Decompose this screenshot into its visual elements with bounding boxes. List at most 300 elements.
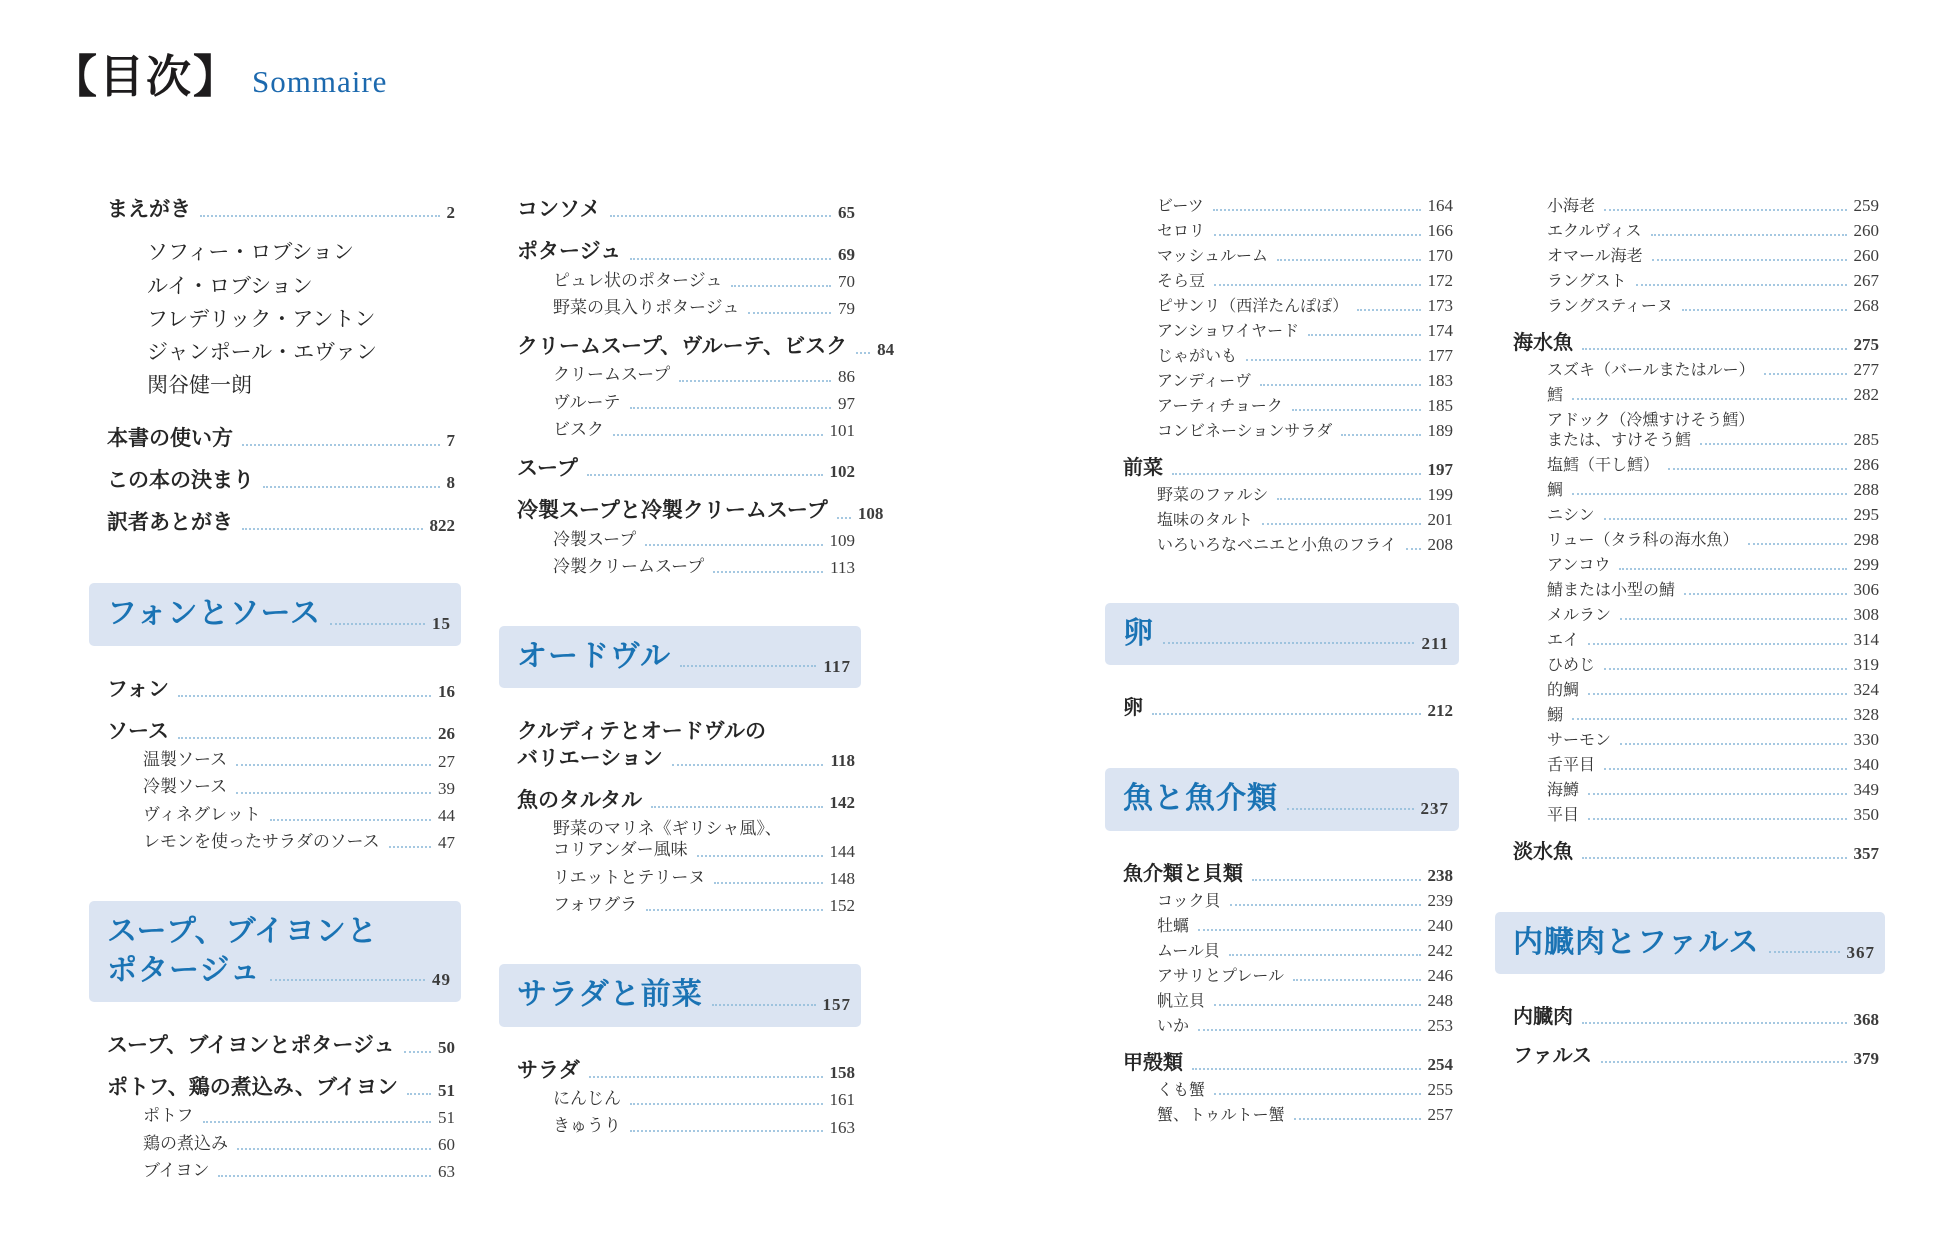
toc-subentry: [517, 895, 855, 916]
entry-label: サラダ: [517, 1057, 580, 1082]
toc-row-line: [1547, 480, 1879, 500]
dotted-leader: [1277, 498, 1420, 500]
toc-row-line: [143, 805, 455, 826]
toc-row-line: [1157, 296, 1453, 316]
page-number: 328: [1853, 705, 1879, 725]
toc-row-line: [1513, 330, 1879, 355]
page-number: 157: [822, 994, 851, 1014]
entry-label: 海水魚: [1513, 330, 1573, 354]
page-number: 211: [1421, 633, 1449, 653]
entry-label: ポトフ: [143, 1106, 194, 1127]
dotted-leader: [630, 258, 831, 260]
dotted-leader: [651, 806, 822, 808]
entry-label: ソース: [107, 718, 169, 743]
entry-label: サラダと前菜: [517, 977, 703, 1013]
dotted-leader: [407, 1093, 431, 1095]
toc-subentry: [1123, 941, 1453, 961]
dotted-leader: [1604, 768, 1846, 770]
dotted-leader: [1229, 954, 1421, 956]
entry-label: 鱈: [1547, 385, 1564, 404]
entry-label: メルラン: [1547, 605, 1612, 624]
entry-label: 野菜のファルシ: [1157, 485, 1269, 504]
toc-row-line: [147, 239, 455, 265]
dotted-leader: [218, 1175, 431, 1177]
toc-entry: [107, 1074, 455, 1100]
toc-row-line: [1157, 271, 1453, 291]
page-number: 350: [1853, 805, 1879, 825]
dotted-leader: [1213, 209, 1421, 211]
page-number: 277: [1853, 360, 1879, 380]
page-number: 319: [1853, 655, 1879, 675]
dotted-leader: [1604, 209, 1846, 211]
toc-row-line: [107, 595, 451, 633]
toc-row-line: [517, 238, 855, 264]
toc-subentry: [1123, 485, 1453, 505]
toc-row-line: [517, 333, 895, 359]
dotted-leader: [1700, 443, 1846, 445]
toc-subentry: [1123, 421, 1453, 441]
toc-row-line: [1123, 455, 1453, 480]
entry-label: まえがき: [107, 197, 191, 221]
dotted-leader: [856, 352, 870, 354]
page-number: 177: [1427, 346, 1453, 366]
dotted-leader: [1152, 713, 1421, 715]
toc-subentry: [1123, 196, 1453, 216]
entry-label: ピサンリ（西洋たんぽぽ）: [1157, 296, 1349, 315]
toc-subentry: [1123, 396, 1453, 416]
entry-label: 内臓肉とファルス: [1513, 925, 1760, 960]
page-number: 367: [1846, 942, 1875, 962]
entry-label: レモンを使ったサラダのソース: [143, 831, 380, 852]
toc-row-line: [1157, 991, 1453, 1011]
dotted-leader: [645, 544, 822, 546]
entry-label: アーティチョーク: [1157, 396, 1283, 415]
entry-label: スープ、ブイヨンとポタージュ: [107, 1032, 395, 1057]
entry-label: アサリとプレール: [1157, 965, 1285, 985]
page-number: 8: [446, 473, 455, 493]
page-number: 368: [1853, 1009, 1879, 1029]
dotted-leader: [1682, 309, 1847, 311]
toc-row-line: [1157, 1105, 1453, 1125]
toc-row-line: [553, 868, 855, 889]
toc-row-line: [553, 298, 855, 319]
toc-subentry: [517, 530, 855, 551]
entry-label: 冷製スープと冷製クリームスープ: [517, 498, 828, 523]
dotted-leader: [1588, 793, 1846, 795]
dotted-leader: [1214, 1004, 1420, 1006]
toc-row-line: [1547, 430, 1879, 450]
toc-row-line: [1513, 839, 1879, 864]
page-number: 16: [438, 682, 455, 702]
page-number: 208: [1427, 535, 1453, 555]
page-number: 174: [1427, 321, 1453, 341]
page-number: 288: [1853, 480, 1879, 500]
toc-row-line: [147, 306, 455, 332]
toc-entry: [107, 1032, 455, 1058]
toc-row-line: [517, 718, 855, 744]
toc-subentry: [1513, 246, 1879, 266]
page-number: 109: [829, 531, 855, 551]
toc-row-line: [553, 530, 855, 551]
toc-subentry: [1123, 246, 1453, 266]
entry-label: ビスク: [553, 419, 604, 440]
toc-row-line: [553, 1116, 855, 1137]
toc-row-line: [1547, 780, 1879, 800]
dotted-leader: [236, 764, 431, 766]
page-number: 102: [829, 461, 855, 481]
toc-row-line: [517, 1057, 855, 1083]
entry-label: 鯖または小型の鯖: [1547, 580, 1676, 599]
contributor-name: [107, 306, 455, 332]
dotted-leader: [1652, 259, 1847, 261]
entry-label: マッシュルーム: [1157, 246, 1269, 265]
contributor-name: [107, 273, 455, 299]
entry-label: 魚と魚介類: [1123, 781, 1278, 817]
dotted-leader: [270, 979, 425, 981]
toc-row-line: [143, 777, 455, 798]
toc-row-line: [1547, 730, 1879, 750]
entry-label: 帆立貝: [1157, 990, 1206, 1010]
toc-row-line: [1513, 1004, 1879, 1029]
dotted-leader: [178, 695, 431, 697]
toc-entry: [107, 718, 455, 744]
toc-section-header: [499, 964, 861, 1026]
entry-label: 冷製スープ: [553, 529, 637, 550]
page-number: 117: [823, 656, 851, 676]
toc-section-header: [499, 626, 861, 688]
toc-row-line: [517, 638, 851, 676]
toc-row-line: [1547, 805, 1879, 825]
entry-label: ヴルーテ: [553, 392, 621, 413]
page-number: 254: [1427, 1055, 1453, 1075]
dotted-leader: [1308, 334, 1420, 336]
entry-label: ニシン: [1547, 505, 1595, 524]
page-number: 275: [1853, 335, 1879, 355]
dotted-leader: [200, 215, 440, 217]
toc-row-line: [1157, 196, 1453, 216]
toc-subentry: [1513, 630, 1879, 650]
entry-label: 鰯: [1547, 705, 1564, 724]
toc-row-line: [553, 819, 855, 840]
page-number: 257: [1427, 1105, 1453, 1125]
toc-subentry: [517, 298, 855, 319]
page-number: 166: [1427, 221, 1453, 241]
page-number: 15: [432, 613, 451, 633]
dotted-leader: [714, 882, 822, 884]
toc-row-line: [107, 509, 455, 535]
toc-subentry: [1513, 730, 1879, 750]
toc-subentry: [1123, 296, 1453, 316]
dotted-leader: [630, 1103, 823, 1105]
entry-label: いか: [1157, 1015, 1190, 1035]
page-number: 161: [829, 1090, 855, 1110]
toc-row-line: [1547, 505, 1879, 525]
toc-subentry: [1123, 1105, 1453, 1125]
dotted-leader: [1601, 1061, 1847, 1063]
dotted-leader: [697, 855, 823, 857]
toc-subentry: [107, 777, 455, 798]
entry-label: バリエーション: [517, 745, 663, 770]
page-number: 239: [1427, 891, 1453, 911]
toc-row-line: [1157, 510, 1453, 530]
dotted-leader: [1572, 493, 1846, 495]
page-title: [52, 40, 387, 105]
toc-section-header: [1495, 912, 1885, 974]
page-number: 238: [1427, 866, 1453, 886]
toc-entry: [517, 238, 855, 264]
dotted-leader: [589, 1076, 823, 1078]
entry-label: 塩鱈（干し鱈）: [1547, 455, 1660, 474]
toc-subentry: [517, 868, 855, 889]
page-number: 246: [1427, 966, 1453, 986]
page-number: 97: [838, 394, 855, 414]
page-number: 242: [1427, 941, 1453, 961]
toc-subentry: [517, 271, 855, 292]
toc-row-line: [1547, 580, 1879, 600]
dotted-leader: [1620, 743, 1846, 745]
toc-subentry: [1513, 296, 1879, 316]
dotted-leader: [1192, 1068, 1421, 1070]
toc-subentry: [1513, 221, 1879, 241]
toc-subentry: [1123, 371, 1453, 391]
page-title-french: Sommaire: [252, 64, 388, 99]
page-number: 44: [438, 806, 455, 826]
dotted-leader: [242, 444, 440, 446]
dotted-leader: [712, 1004, 816, 1006]
toc-row-line: [517, 787, 855, 813]
entry-label: 訳者あとがき: [107, 510, 233, 534]
toc-row-line: [517, 976, 851, 1014]
toc-row-line: [143, 1161, 455, 1182]
toc-subentry: [1123, 510, 1453, 530]
toc-row-line: [1547, 221, 1879, 241]
dotted-leader: [1588, 818, 1846, 820]
toc-column-2: [517, 196, 895, 1137]
toc-subentry: [1513, 655, 1879, 675]
toc-subentry: [1513, 455, 1879, 475]
page-number: 299: [1853, 555, 1879, 575]
toc-subentry: [1123, 535, 1453, 555]
page-number: 148: [829, 869, 855, 889]
dotted-leader: [1636, 284, 1847, 286]
toc-entry: [1123, 695, 1453, 720]
toc-subentry: [517, 1089, 855, 1110]
dotted-leader: [1214, 284, 1420, 286]
entry-label: 甲殻類: [1123, 1049, 1183, 1074]
dotted-leader: [1357, 309, 1420, 311]
toc-row-line: [107, 913, 451, 951]
toc-entry: [1123, 1050, 1453, 1075]
entry-label: 蟹、トゥルトー蟹: [1157, 1104, 1285, 1124]
entry-label: エクルヴィス: [1547, 221, 1642, 240]
dotted-leader: [1769, 951, 1840, 953]
toc-row-line: [107, 1074, 455, 1100]
toc-row-line: [1547, 705, 1879, 725]
page-number: 267: [1853, 271, 1879, 291]
toc-row-line: [147, 339, 455, 365]
toc-row-line: [147, 273, 455, 299]
entry-label: リュー（タラ科の海水魚）: [1547, 530, 1739, 549]
toc-row-line: [1547, 455, 1879, 475]
dotted-leader: [330, 623, 425, 625]
page-number: 379: [1853, 1048, 1879, 1068]
toc-row-line: [1157, 966, 1453, 986]
toc-subentry: [107, 750, 455, 771]
entry-label: セロリ: [1157, 221, 1206, 240]
toc-row-line: [107, 676, 455, 702]
toc-row-line: [1547, 630, 1879, 650]
page-number: 282: [1853, 385, 1879, 405]
page-title-japanese: 【目次】: [52, 50, 241, 103]
page-number: 79: [838, 299, 855, 319]
toc-subentry: [517, 393, 855, 414]
page-number: 324: [1853, 680, 1879, 700]
toc-subentry: [1513, 505, 1879, 525]
toc-row-line: [553, 840, 855, 861]
toc-row-line: [1547, 196, 1879, 216]
entry-label: ラングスティーヌ: [1547, 296, 1673, 315]
page-number: 212: [1427, 700, 1453, 720]
entry-label: 卵: [1123, 616, 1154, 651]
toc-entry: [1513, 839, 1879, 864]
page-number: 51: [438, 1107, 455, 1127]
toc-row-line: [553, 365, 855, 386]
toc-row-line: [1157, 1080, 1453, 1100]
toc-subentry: [1513, 755, 1879, 775]
toc-subentry: [1123, 966, 1453, 986]
toc-subentry: [517, 819, 855, 862]
dotted-leader: [1604, 668, 1846, 670]
page-number: 357: [1853, 844, 1879, 864]
entry-label: 鯛: [1547, 480, 1564, 499]
toc-row-line: [553, 895, 855, 916]
toc-entry: [517, 455, 855, 481]
dotted-leader: [731, 285, 831, 287]
page-number: 51: [438, 1080, 455, 1100]
page-number: 340: [1853, 755, 1879, 775]
page-number: 201: [1427, 510, 1453, 530]
entry-label: または、すけそう鱈: [1547, 430, 1692, 449]
entry-label: コンビネーションサラダ: [1157, 421, 1333, 440]
toc-row-line: [553, 1089, 855, 1110]
entry-label: ポトフ、鶏の煮込み、ブイヨン: [107, 1075, 399, 1100]
entry-label: 魚のタルタル: [517, 787, 643, 812]
entry-label: 海鱒: [1547, 780, 1580, 799]
toc-subentry: [1123, 271, 1453, 291]
page-number: 260: [1853, 221, 1879, 241]
entry-label: クリームスープ: [553, 365, 671, 386]
toc-subentry: [1513, 271, 1879, 291]
toc-subentry: [1513, 780, 1879, 800]
entry-label: コック貝: [1157, 890, 1221, 910]
page-number: 253: [1427, 1016, 1453, 1036]
toc-entry: [517, 718, 855, 771]
dotted-leader: [1604, 518, 1847, 520]
toc-subentry: [107, 832, 455, 853]
page-number: 240: [1427, 916, 1453, 936]
toc-row-line: [1547, 555, 1879, 575]
entry-label: 前菜: [1123, 455, 1163, 479]
toc-row-line: [1157, 321, 1453, 341]
dotted-leader: [613, 434, 823, 436]
dotted-leader: [237, 1148, 431, 1150]
dotted-leader: [242, 528, 423, 530]
entry-label: ピュレ状のポタージュ: [553, 270, 723, 291]
toc-subentry: [1513, 410, 1879, 450]
page-number: 2: [446, 202, 455, 222]
page-number: 26: [438, 724, 455, 744]
entry-label: ファルス: [1513, 1043, 1592, 1068]
toc-row-line: [107, 425, 455, 451]
toc-row-line: [1157, 916, 1453, 936]
toc-entry: [517, 497, 884, 523]
entry-label: 鶏の煮込み: [143, 1133, 228, 1154]
page-number: 173: [1427, 296, 1453, 316]
toc-row-line: [1157, 421, 1453, 441]
page-number: 163: [829, 1117, 855, 1137]
dotted-leader: [1292, 409, 1421, 411]
dotted-leader: [630, 407, 832, 409]
dotted-leader: [1214, 234, 1420, 236]
toc-subentry: [1513, 555, 1879, 575]
dotted-leader: [680, 665, 816, 667]
entry-label: ルイ・ロブション: [147, 273, 313, 298]
toc-subentry: [517, 365, 855, 386]
page-number: 189: [1427, 421, 1453, 441]
toc-row-line: [553, 393, 855, 414]
toc-row-line: [147, 372, 455, 398]
entry-label: 野菜の具入りポタージュ: [553, 297, 740, 318]
page-number: 70: [838, 272, 855, 292]
toc-row-line: [1157, 246, 1453, 266]
page-number: 101: [829, 421, 855, 441]
toc-subentry: [1513, 680, 1879, 700]
toc-row-line: [1547, 360, 1879, 380]
dotted-leader: [178, 737, 431, 739]
toc-row-line: [1157, 1016, 1453, 1036]
dotted-leader: [1293, 979, 1420, 981]
toc-row-line: [517, 455, 855, 481]
entry-label: 平目: [1547, 805, 1580, 824]
toc-subentry: [517, 1116, 855, 1137]
entry-label: ポタージュ: [107, 952, 261, 988]
toc-row-line: [143, 750, 455, 771]
page-number: 49: [432, 970, 451, 990]
dotted-leader: [1619, 568, 1846, 570]
toc-row-line: [1157, 941, 1453, 961]
toc-row-line: [1547, 655, 1879, 675]
toc-row-line: [553, 557, 855, 578]
toc-subentry: [517, 557, 855, 578]
toc-subentry: [1123, 321, 1453, 341]
toc-subentry: [1513, 705, 1879, 725]
toc-subentry: [1513, 360, 1879, 380]
dotted-leader: [1341, 434, 1420, 436]
dotted-leader: [610, 215, 831, 217]
toc-entry: [107, 509, 455, 535]
entry-label: サーモン: [1547, 730, 1612, 749]
toc-row-line: [1547, 385, 1879, 405]
toc-subentry: [1513, 385, 1879, 405]
toc-subentry: [1123, 221, 1453, 241]
entry-label: アンディーヴ: [1157, 371, 1252, 390]
page-number: 7: [446, 431, 455, 451]
entry-label: コリアンダー風味: [553, 840, 688, 861]
dotted-leader: [1163, 642, 1414, 644]
dotted-leader: [1198, 929, 1420, 931]
page-number: 170: [1427, 246, 1453, 266]
page-number: 60: [438, 1135, 455, 1155]
